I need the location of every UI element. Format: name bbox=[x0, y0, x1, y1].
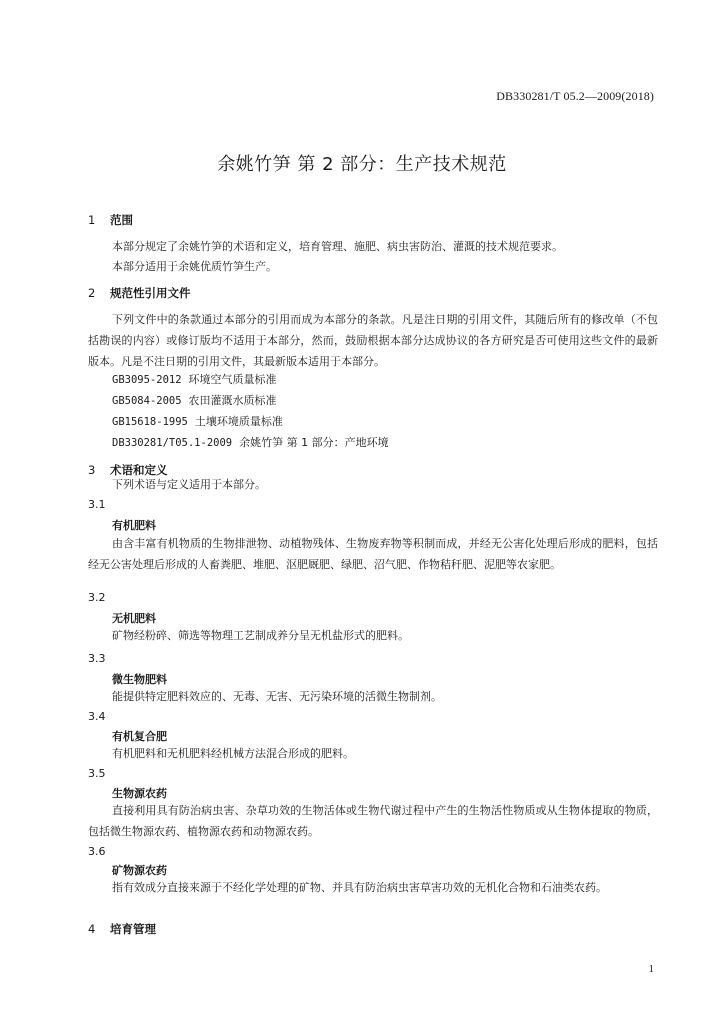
document-title: 余姚竹笋 第 2 部分：生产技术规范 bbox=[217, 154, 507, 175]
section-2-heading bbox=[88, 285, 191, 301]
reference-code: GB3095-2012 bbox=[112, 374, 182, 386]
section-4-heading bbox=[88, 921, 156, 937]
term-number: 3.5 bbox=[88, 767, 106, 780]
section-title: 规范性引用文件 bbox=[110, 286, 191, 300]
term-definition: 指有效成分直接来源于不经化学处理的矿物、并具有防治病虫害草害功效的无机化合物和石油类农药。 bbox=[112, 881, 607, 894]
section-1-paragraph-1: 本部分规定了余姚竹笋的术语和定义，培育管理、施肥、病虫害防治、灌溉的技术规范要求。 bbox=[112, 240, 563, 253]
term-title: 生物源农药 bbox=[112, 787, 167, 800]
section-title: 培育管理 bbox=[110, 922, 157, 936]
section-2-paragraph: 下列文件中的条款通过本部分的引用而成为本部分的条款。凡是注日期的引用文件，其随后所有的修改单（不包括勘误的内容）或修订版均不适用于本部分，然而，鼓励根据本部分达成协议的各方研究是否可使用这些文件的最新版本。凡是不注日期的引用文件，其最新版本适用于本部分。 bbox=[88, 313, 658, 368]
reference-item bbox=[112, 392, 277, 408]
term-number: 3.3 bbox=[88, 652, 106, 665]
term-definition: 直接利用具有防治病虫害、杂草功效的生物活体或生物代谢过程中产生的生物活性物质或从生物体提取的物质，包括微生物源农药、植物源农药和动物源农药。 bbox=[88, 804, 658, 838]
section-number: 2 bbox=[88, 286, 96, 300]
reference-item bbox=[112, 413, 283, 429]
section-number: 4 bbox=[88, 922, 96, 936]
reference-code: GB5084-2005 bbox=[112, 395, 182, 407]
section-1-heading bbox=[88, 212, 133, 228]
term-title: 矿物源农药 bbox=[112, 864, 167, 877]
reference-name: 余姚竹笋 第 1 部分：产地环境 bbox=[239, 436, 389, 449]
reference-name: 土壤环境质量标准 bbox=[194, 415, 283, 428]
reference-name: 农田灌溉水质标准 bbox=[188, 394, 277, 407]
term-definition: 能提供特定肥料效应的、无毒、无害、无污染环境的活微生物制剂。 bbox=[112, 690, 442, 703]
section-number: 3 bbox=[88, 463, 96, 477]
term-definition: 矿物经粉碎、筛选等物理工艺制成养分呈无机盐形式的肥料。 bbox=[112, 629, 409, 642]
term-title: 有机复合肥 bbox=[112, 730, 167, 743]
section-number: 1 bbox=[88, 213, 96, 227]
section-title: 术语和定义 bbox=[110, 463, 168, 477]
reference-code: GB15618-1995 bbox=[112, 416, 188, 428]
term-title: 有机肥料 bbox=[112, 519, 156, 532]
section-1-paragraph-2: 本部分适用于余姚优质竹笋生产。 bbox=[112, 260, 277, 273]
term-definition: 由含丰富有机物质的生物排泄物、动植物残体、生物废弃物等积制而成，并经无公害化处理后形成的肥料，包括经无公害处理后形成的人畜粪肥、堆肥、沤肥厩肥、绿肥、沼气肥、作物秸秆肥、泥肥等农家肥。 bbox=[88, 537, 658, 571]
reference-item bbox=[112, 434, 389, 450]
term-number: 3.1 bbox=[88, 498, 106, 511]
page-number: 1 bbox=[648, 963, 654, 975]
reference-code: DB330281/T05.1-2009 bbox=[112, 437, 233, 449]
term-number: 3.4 bbox=[88, 710, 106, 723]
term-definition: 有机肥料和无机肥料经机械方法混合形成的肥料。 bbox=[112, 747, 354, 760]
reference-item bbox=[112, 371, 277, 387]
term-number: 3.2 bbox=[88, 591, 106, 604]
reference-name: 环境空气质量标准 bbox=[188, 373, 277, 386]
section-title: 范围 bbox=[110, 213, 134, 227]
term-number: 3.6 bbox=[88, 845, 106, 858]
document-code: DB330281/T 05.2—2009(2018) bbox=[496, 89, 654, 103]
term-title: 无机肥料 bbox=[112, 612, 156, 625]
section-3-intro: 下列术语与定义适用于本部分。 bbox=[112, 478, 266, 491]
term-title: 微生物肥料 bbox=[112, 673, 167, 686]
